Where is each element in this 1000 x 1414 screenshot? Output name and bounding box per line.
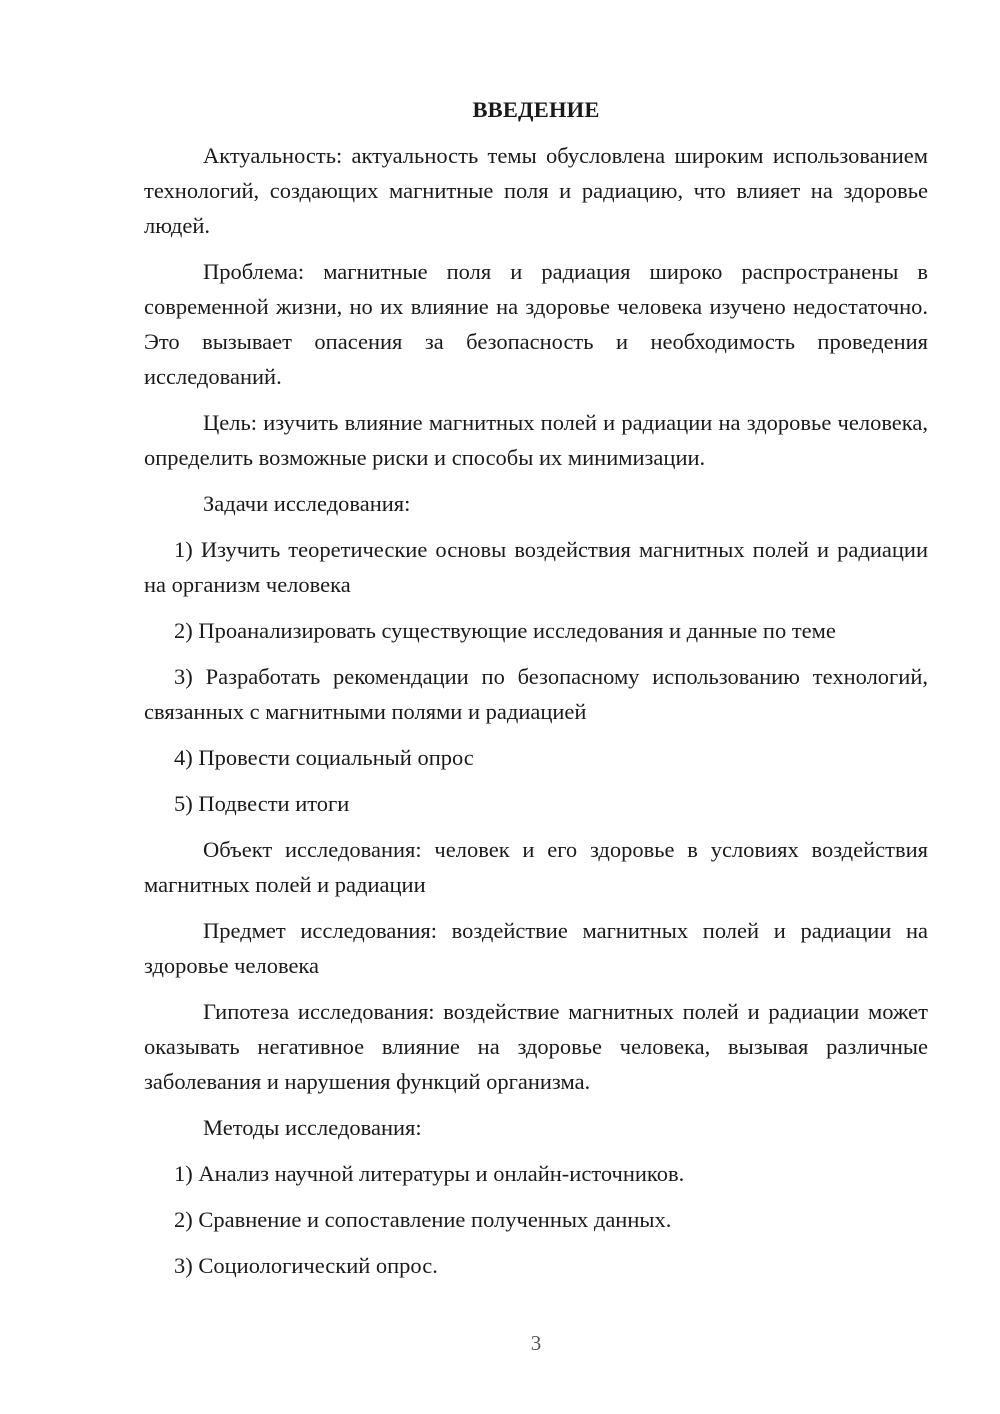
relevance-paragraph: Актуальность: актуальность темы обусловлена широким использованием технологий, создающих магнитные поля и радиацию, что влияет на здоровье людей. <box>144 143 928 238</box>
task-item-3: 3) Разработать рекомендации по безопасному использованию технологий, связанных с магнитными полями и радиацией <box>144 664 928 724</box>
page-number: 3 <box>530 1331 542 1355</box>
method-item-1: 1) Анализ научной литературы и онлайн-источников. <box>174 1161 685 1186</box>
hypothesis-paragraph: Гипотеза исследования: воздействие магнитных полей и радиации может оказывать негативное влияние на здоровье человека, вызывая различные заболевания и нарушения функций организма. <box>144 999 928 1094</box>
method-item-3: 3) Социологический опрос. <box>174 1253 438 1278</box>
object-paragraph: Объект исследования: человек и его здоровье в условиях воздействия магнитных полей и радиации <box>144 837 928 897</box>
goal-paragraph: Цель: изучить влияние магнитных полей и радиации на здоровье человека, определить возможные риски и способы их минимизации. <box>144 410 928 470</box>
methods-heading: Методы исследования: <box>203 1115 422 1140</box>
task-item-5: 5) Подвести итоги <box>174 791 350 816</box>
section-title: ВВЕДЕНИЕ <box>472 97 600 122</box>
task-item-1: 1) Изучить теоретические основы воздействия магнитных полей и радиации на организм человека <box>144 537 928 597</box>
task-item-2: 2) Проанализировать существующие исследования и данные по теме <box>174 618 836 643</box>
problem-paragraph: Проблема: магнитные поля и радиация широко распространены в современной жизни, но их влияние на здоровье человека изучено недостаточно. Это вызывает опасения за безопасность и необходимость проведения исследований. <box>144 259 928 389</box>
tasks-heading: Задачи исследования: <box>203 491 411 516</box>
page-content <box>144 92 928 1294</box>
task-item-4: 4) Провести социальный опрос <box>174 745 474 770</box>
method-item-2: 2) Сравнение и сопоставление полученных данных. <box>174 1207 672 1232</box>
subject-paragraph: Предмет исследования: воздействие магнитных полей и радиации на здоровье человека <box>144 918 928 978</box>
